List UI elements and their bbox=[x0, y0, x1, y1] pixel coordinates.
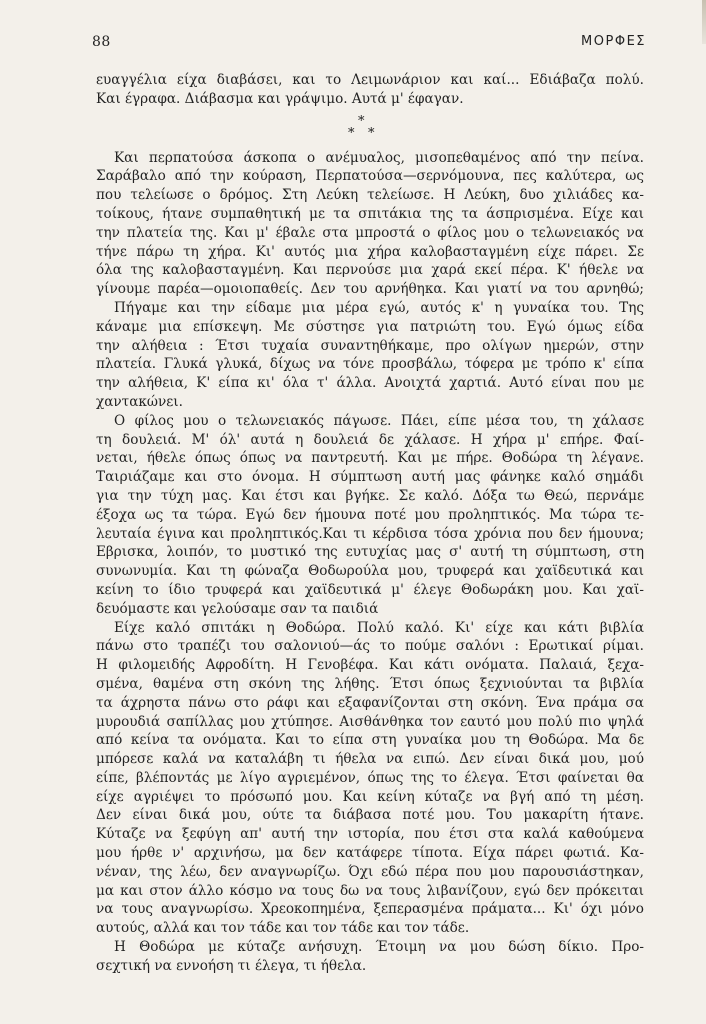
text-line: μου ήρθε ν' αρχινήσω, μα δεν κατάφερε τίποτα. Είχα πάρει φωτιά. Κα- bbox=[96, 845, 644, 862]
text-line: Ο φίλος μου ο τελωνειακός πάγωσε. Πάει, είπε μέσα του, τη χάλασε bbox=[114, 412, 644, 429]
asterisk-mark: * bbox=[368, 125, 375, 141]
text-line: τοίκους, ήτανε συμπαθητική με τα σπιτάκια της τα άσπρισμένα. Είχε και bbox=[96, 205, 644, 222]
text-line: Και περπατούσα άσκοπα ο ανέμυαλος, μισοπεθαμένος από την πείνα. bbox=[114, 149, 644, 166]
text-line: αυτούς, αλλά και τον τάδε και τον τάδε και τον τάδε. bbox=[96, 920, 470, 937]
running-head: ΜΟΡΦΕΣ bbox=[581, 34, 646, 49]
text-line: Και έγραφα. Διάβασμα και γράψιμο. Αυτά μ' έφαγαν. bbox=[96, 90, 464, 107]
text-line: τη δουλειά. Μ' όλ' αυτά η δουλειά δε χάλασε. Η χήρα μ' επήρε. Φαί- bbox=[96, 431, 644, 448]
text-line: έξοχα ως τα τώρα. Εγώ δεν ήμουνα ποτέ μου προληπτικός. Μα τώρα τε- bbox=[96, 506, 644, 523]
text-line: γίνουμε παρέα—ομοιοπαθείς. Δεν του αρνήθηκα. Και γιατί να του αρνηθώ; bbox=[96, 281, 644, 298]
text-line: λευταία έγινα και προληπτικός.Και τι κέρδισα τόσα χρόνια που δεν ήμουνα; bbox=[96, 525, 644, 542]
text-line: μυρουδιά σαπίλλας μου χτύπησε. Αισθάνθηκα τον εαυτό μου πολύ πιο ψηλά bbox=[96, 713, 644, 730]
text-line: από κείνα τα ονόματα. Και το είπα στη γυναίκα μου τη Θοδώρα. Μα δε bbox=[96, 732, 644, 749]
text-line: κείνη το ίδιο τρυφερά και χαϊδευτικά μ' έλεγε Θοδωράκη μου. Και χαϊ- bbox=[96, 581, 644, 598]
text-line: την πλατεία της. Και μ' έβαλε στα μπροστά ο φίλος μου ο τελωνειακός να bbox=[96, 224, 644, 241]
text-line: την αλήθεια, Κ' είπα κι' όλα τ' άλλα. Ανοιχτά χαρτιά. Αυτό είναι που με bbox=[96, 375, 644, 392]
page-edge-mark bbox=[702, 0, 706, 44]
text-line: τήνε πάρω τη χήρα. Κι' αυτός μια χήρα καλοβασταγμένη είχε πάρει. Σε bbox=[96, 243, 644, 260]
text-line: μπόρεσε καλά να καταλάβη τι ήθελα να ειπώ. Δεν είναι δικά μου, μού bbox=[96, 751, 644, 768]
text-line: σεχτική να εννοήση τι έλεγα, τι ήθελα. bbox=[96, 957, 367, 974]
paragraph bbox=[96, 938, 644, 976]
text-line: την αλήθεια : Έτσι τυχαία συναντηθήκαμε, προ ολίγων ημερών, στην bbox=[96, 337, 644, 354]
text-line: τα άχρηστα πάνω στο ράφι και εξαφανίζονται στη σκόνη. Ένα πράμα σα bbox=[96, 694, 644, 711]
text-line: Ταιριάζαμε και στο όνομα. Η σύμπτωση αυτή μας φάνηκε καλό σημάδι bbox=[96, 469, 644, 486]
asterisk-mark: * bbox=[348, 125, 355, 141]
text-line: Δεν είναι δικά μου, ούτε τα διάβασα ποτέ μου. Του μακαρίτη ήτανε. bbox=[96, 807, 644, 824]
text-line: Εβρισκα, λοιπόν, το μυστικό της ευτυχίας μας σ' αυτή τη σύμπτωση, στη bbox=[96, 544, 644, 561]
paragraph bbox=[96, 149, 644, 299]
text-line: Πήγαμε και την είδαμε μια μέρα εγώ, αυτός κ' η γυναίκα του. Της bbox=[114, 299, 644, 316]
text-line: μα και στον άλλο κόσμο να τους δω να τους λιβανίζουν, εγώ δεν πρόκειται bbox=[96, 882, 644, 899]
text-line: νεται, ήθελε όπως όπως να παντρευτή. Και με πήρε. Θοδώρα τη λέγανε. bbox=[96, 450, 644, 467]
text-line: δευόμαστε και γελούσαμε σαν τα παιδιά bbox=[96, 600, 379, 617]
text-line: να τους αναγνωρίσω. Χρεοκοπημένα, ξεπερασμένα πράματα... Κι' όχι μόνο bbox=[96, 901, 644, 918]
text-line: που τελείωσε ο δρόμος. Στη Λεύκη τελείωσε. Η Λεύκη, δυο χιλιάδες κα- bbox=[96, 187, 644, 204]
text-line: κάναμε μια επίσκεψη. Με σύστησε για πατριώτη του. Εγώ όμως είδα bbox=[96, 318, 644, 335]
text-line: πάνω στο τραπέζι του σαλονιού—άς το πούμε σαλόνι : Ερωτικαί ρίμαι. bbox=[96, 638, 644, 655]
page-number: 88 bbox=[92, 34, 111, 50]
paragraph bbox=[96, 619, 644, 939]
paragraph bbox=[96, 299, 644, 412]
text-line: νέναν, της λέω, δεν αναγνωρίζω. Όχι εδώ πέρα που μου παρουσιάστηκαν, bbox=[96, 863, 644, 880]
text-line: ευαγγέλια είχα διαβάσει, και το Λειμωνάριον και καί... Εδιάβαζα πολύ. bbox=[96, 72, 644, 88]
text-line: σμένα, θαμένα στη σκόνη της λήθης. Έτσι όπως ξεχνιούνται τα βιβλία bbox=[96, 675, 644, 692]
paragraph bbox=[96, 71, 644, 109]
text-line: Είχε καλό σπιτάκι η Θοδώρα. Πολύ καλό. Κι' είχε και κάτι βιβλία bbox=[114, 619, 644, 636]
section-separator bbox=[96, 111, 644, 147]
text-line: συνωνυμία. Και τη φώναζα Θοδωρούλα μου, τρυφερά και χαϊδευτικά και bbox=[96, 563, 644, 580]
text-line: Σαράβαλο από την κούραση, Περπατούσα—σερνόμουνα, πες καλύτερα, ως bbox=[96, 168, 644, 185]
text-line: πλατεία. Γλυκά γλυκά, δίχως να τόνε προσβάλω, τόφερα με τρόπο κ' είπα bbox=[96, 356, 644, 373]
text-line: Η φιλομειδής Αφροδίτη. Η Γενοβέφα. Και κάτι ονόματα. Παλαιά, ξεχα- bbox=[96, 657, 644, 674]
text-line: για την τύχη μας. Και έτσι και βγήκε. Σε καλό. Δόξα τω Θεώ, περνάμε bbox=[96, 487, 644, 504]
body-text bbox=[96, 71, 644, 976]
text-line: είχε αγριέψει το πρόσωπό μου. Και κείνη κύταζε να βγή από τη μέση. bbox=[96, 788, 644, 805]
asterisk-mark: * bbox=[358, 113, 365, 129]
paragraph bbox=[96, 412, 644, 619]
text-line: Κύταζε να ξεφύγη απ' αυτή την ιστορία, που έτσι στα καλά καθούμενα bbox=[96, 826, 644, 843]
text-line: όλα της καλοβασταγμένη. Και περνούσε μια χαρά εκεί πέρα. Κ' ήθελε να bbox=[96, 262, 644, 279]
text-line: Η Θοδώρα με κύταζε ανήσυχη. Έτοιμη να μου δώση δίκιο. Προ- bbox=[114, 939, 644, 956]
text-line: είπε, βλέποντάς με λίγο αγριεμένον, όπως της το έλεγα. Έτσι φαίνεται θα bbox=[96, 769, 644, 786]
text-line: χαντακώνει. bbox=[96, 393, 183, 410]
